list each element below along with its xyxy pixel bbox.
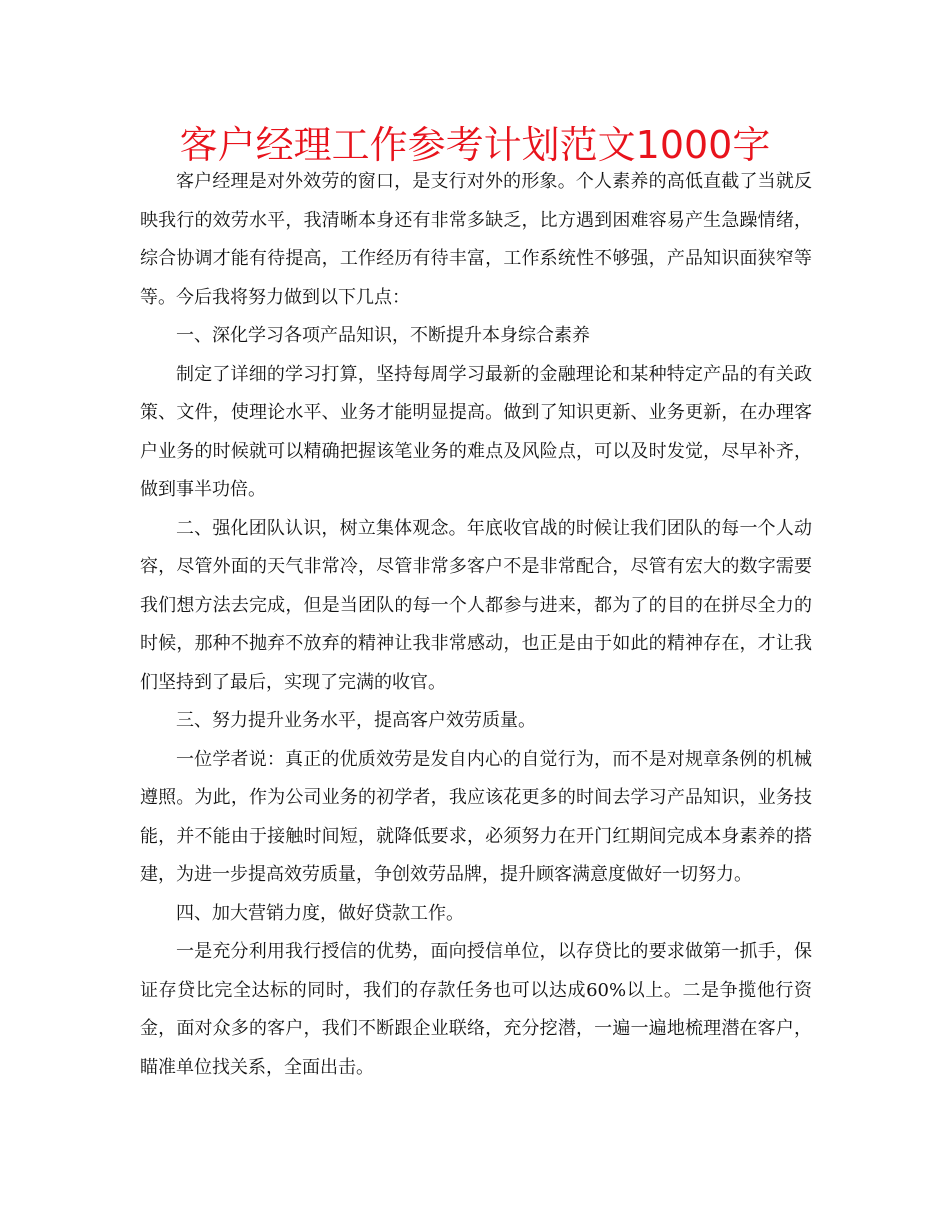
section-heading-4: 四、加大营销力度，做好贷款工作。 <box>176 902 464 924</box>
section-heading-3: 三、努力提升业务水平，提高客户效劳质量。 <box>176 710 536 731</box>
section-heading-1: 一、深化学习各项产品知识，不断提升本身综合素养 <box>176 325 590 346</box>
paragraph-section-4: 一是充分利用我行授信的优势，面向授信单位，以存贷比的要求做第一抓手，保证存贷比完全达标的同时，我们的存款任务也可以达成60%以上。二是争揽他行资金，面对众多的客户，我们不断跟企业联络，充分挖潜，一遍一遍地梳理潜在客户，瞄准单位找关系，全面出击。 <box>140 941 812 1078</box>
document-title: 客户经理工作参考计划范文1000字 <box>179 123 771 167</box>
paragraph-section-3: 一位学者说：真正的优质效劳是发自内心的自觉行为，而不是对规章条例的机械遵照。为此，作为公司业务的初学者，我应该花更多的时间去学习产品知识，业务技能，并不能由于接触时间短，就降低要求，必须努力在开门红期间完成本身素养的搭建，为进一步提高效劳质量，争创效劳品牌，提升顾客满意度做好一切努力。 <box>140 748 812 885</box>
paragraph-intro: 客户经理是对外效劳的窗口，是支行对外的形象。个人素养的高低直截了当就反映我行的效劳水平，我清晰本身还有非常多缺乏，比方遇到困难容易产生急躁情绪，综合协调才能有待提高，工作经历有待丰富，工作系统性不够强，产品知识面狭窄等等。今后我将努力做到以下几点： <box>140 171 812 308</box>
document-body <box>140 163 812 1087</box>
paragraph-section-1: 制定了详细的学习打算，坚持每周学习最新的金融理论和某种特定产品的有关政策、文件，使理论水平、业务才能明显提高。做到了知识更新、业务更新，在办理客户业务的时候就可以精确把握该笔业务的难点及风险点，可以及时发觉，尽早补齐，做到事半功倍。 <box>140 363 812 500</box>
paragraph-section-2: 二、强化团队认识，树立集体观念。年底收官战的时候让我们团队的每一个人动容，尽管外面的天气非常冷，尽管非常多客户不是非常配合，尽管有宏大的数字需要我们想方法去完成，但是当团队的每一个人都参与进来，都为了的目的在拼尽全力的时候，那种不抛弃不放弃的精神让我非常感动，也正是由于如此的精神存在，才让我们坚持到了最后，实现了完满的收官。 <box>140 517 812 693</box>
